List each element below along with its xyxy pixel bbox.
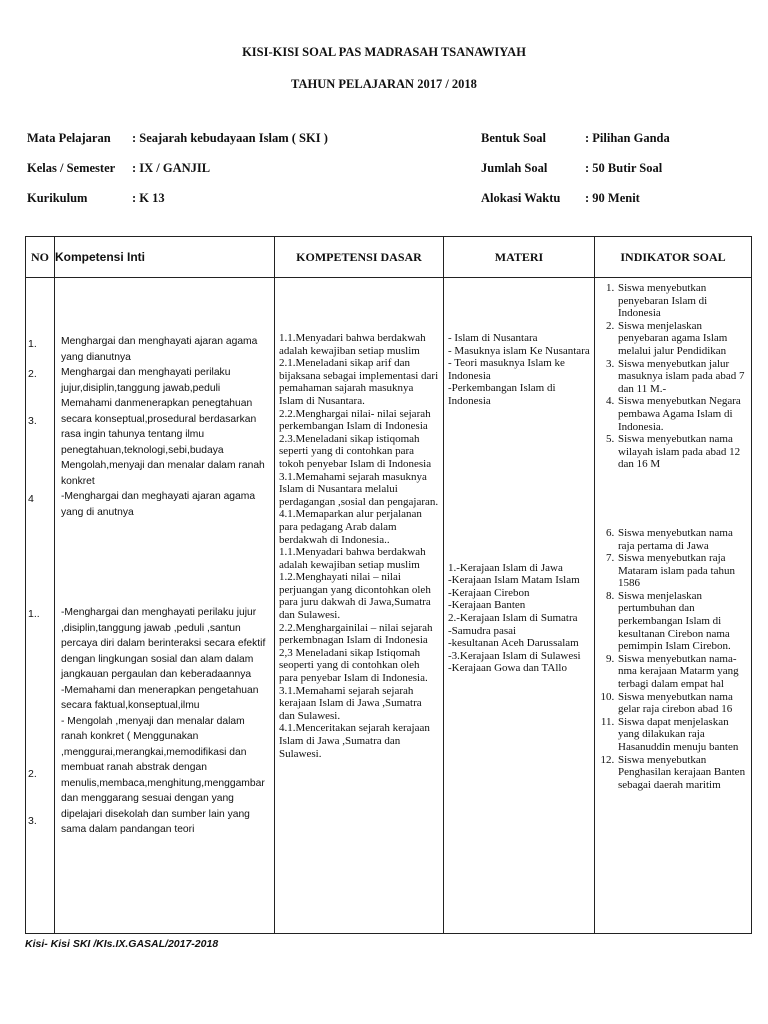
kd-item: 1.1.Menyadari bahwa berdakwah adalah kewajiban setiap muslim: [279, 546, 426, 571]
ki-item: -Menghargai dan meghayati ajaran agama yang di anutnya: [61, 491, 256, 518]
ki-item: -Memahami dan menerapkan pengetahuan secara faktual,konseptual,ilmu: [61, 684, 259, 711]
no-cell: [26, 278, 55, 934]
ki-list: [55, 278, 274, 520]
indikator-soal-cell: [595, 278, 752, 934]
ki-item: Menghargai dan menghayati perilaku jujur,disiplin,tanggung jawab,peduli: [61, 367, 231, 394]
indikator-list: [595, 278, 751, 471]
meta-value-question-type: : Pilihan Ganda: [585, 131, 670, 145]
ki-item: -Menghargai dan menghayati perilaku jujur ,disiplin,tanggung jawab ,peduli ,santun percaya diri dalam berinteraksi secara efektif dengan lingkungan sosial dan alam dalam jangkauan pergaulan dan keberadaannya: [61, 607, 266, 680]
indikator-item: 8. Siswa menjelaskan pertumbuhan dan perkembangan Islam di kesultanan Cirebon nama pemimpin Islam Cirebon.: [617, 590, 747, 653]
kd-item: 2.1.Meneladani sikap arif dan bijaksana sebagai implementasi dari pemahaman sajarah masuknya Islam di Nusantara.: [279, 357, 439, 407]
indikator-item: 4. Siswa menyebutkan Negara pembawa Agama Islam di Indonesia.: [617, 395, 747, 433]
row-number: 2.: [28, 768, 37, 780]
indikator-item: 10. Siswa menyebutkan nama gelar raja cirebon abad 16: [617, 691, 747, 716]
ki-item: Menghargai dan menghayati ajaran agama yang dianutnya: [61, 336, 258, 363]
materi-item: 2.-Kerajaan Islam di Sumatra: [448, 611, 578, 624]
meta-value-question-count: : 50 Butir Soal: [585, 161, 663, 175]
materi-item: -Kerajaan Gowa dan TAllo: [448, 662, 567, 675]
materi-cell: [444, 278, 595, 934]
materi-item: - Islam di Nusantara: [448, 332, 538, 344]
meta-label-curriculum: Kurikulum: [27, 191, 88, 205]
row-number: 1..: [28, 608, 40, 620]
meta-label-question-type: Bentuk Soal: [481, 131, 546, 145]
document-subtitle: TAHUN PELAJARAN 2017 / 2018: [291, 77, 477, 91]
materi-item: -Perkembangan Islam di Indonesia: [448, 382, 556, 407]
meta-label-subject: Mata Pelajaran: [27, 131, 111, 145]
kd-item: 3.1.Memahami sejarah sejarah kerajaan Islam di Jawa ,Sumatra dan Sulawesi.: [279, 684, 422, 722]
table-header-row: [26, 237, 752, 278]
ki-list: [55, 520, 274, 838]
kd-item: 4.1.Memaparkan alur perjalanan para pedagang Arab dalam berdakwah di Indonesia..: [279, 508, 422, 546]
kd-item: 2.2.Menghargainilai – nilai sejarah perkembnagan Islam di Indonesia: [279, 621, 433, 647]
materi-item: -kesultanan Aceh Darussalam: [448, 637, 579, 650]
kd-item: 2.3.Meneladani sikap istiqomah seperti yang di contohkan para tokoh penyebar Islam di Indonesia: [279, 432, 432, 470]
document-title: KISI-KISI SOAL PAS MADRASAH TSANAWIYAH: [242, 45, 526, 59]
indikator-item: 1. Siswa menyebutkan penyebaran Islam di Indonesia: [617, 282, 747, 320]
meta-value-time: : 90 Menit: [585, 191, 640, 205]
header-kompetensi-dasar: KOMPETENSI DASAR: [275, 237, 444, 278]
kisi-kisi-table: [25, 236, 752, 934]
kd-item: 1.1.Menyadari bahwa berdakwah adalah kewajiban setiap muslim: [279, 332, 426, 357]
indikator-item: 12. Siswa menyebutkan Penghasilan kerajaan Banten sebagai daerah maritim: [617, 754, 747, 792]
ki-item: - Mengolah ,menyaji dan menalar dalam ranah konkret ( Menggunakan ,menggurai,merangkai,memodifikasi dan membuat ranah abstrak dengan menulis,membaca,menghitung,menggambar dan menggarang sesuai dengan yang dipelajari disekolah dan sumber lain yang sama dalam pandangan teori: [61, 715, 265, 835]
materi-item: -3.Kerajaan Islam di Sulawesi: [448, 649, 581, 662]
header-no: NO: [26, 237, 55, 278]
meta-label-time: Alokasi Waktu: [481, 191, 561, 205]
row-number: 1.: [28, 338, 37, 350]
indikator-item: 6. Siswa menyebutkan nama raja pertama di Jawa: [617, 527, 747, 552]
row-number: 2.: [28, 368, 37, 380]
page-footer: Kisi- Kisi SKI /KIs.IX.GASAL/2017-2018: [25, 938, 219, 950]
indikator-item: 3. Siswa menyebutkan jalur masuknya islam pada abad 7 dan 11 M.-: [617, 358, 747, 396]
table-row: [26, 278, 752, 934]
kd-item: 2.2.Menghargai nilai- nilai sejarah perkembangan Islam di Indonesia: [279, 407, 431, 433]
kd-item: 3.1.Memahami sejarah masuknya Islam di Nusantara melalui perdagangan ,sosial dan pengajaran.: [279, 470, 439, 508]
materi-item: - Teori masuknya Islam ke Indonesia: [448, 357, 565, 382]
ki-item: Mengolah,menyaji dan menalar dalam ranah konkret: [61, 460, 265, 487]
header-kompetensi-inti: Kompetensi Inti: [55, 237, 275, 278]
meta-value-curriculum: : K 13: [132, 191, 165, 205]
indikator-list: [595, 471, 751, 791]
materi-item: -Samudra pasai: [448, 624, 517, 637]
materi-item: -Kerajaan Cirebon: [448, 586, 530, 599]
kompetensi-inti-cell: [55, 278, 275, 934]
kd-item: 4.1.Menceritakan sejarah kerajaan Islam di Jawa ,Sumatra dan Sulawesi.: [279, 722, 430, 760]
kd-item: 2,3 Meneladani sikap Istiqomah seoperti yang di contohkan oleh para penyebar Islam di Indonesia.: [279, 646, 428, 685]
indikator-item: 7. Siswa menyebutkan raja Mataram islam pada tahun 1586: [617, 552, 747, 590]
materi-item: -Kerajaan Banten: [448, 599, 526, 612]
kompetensi-dasar-cell: [275, 278, 444, 934]
meta-value-subject: : Seajarah kebudayaan Islam ( SKI ): [132, 131, 328, 145]
meta-label-class: Kelas / Semester: [27, 161, 116, 175]
materi-item: 1.-Kerajaan Islam di Jawa: [448, 561, 563, 574]
header-indikator-soal: INDIKATOR SOAL: [595, 237, 752, 278]
ki-item: Memahami danmenerapkan penegtahuan secara konseptual,prosedural berdasarkan rasa ingin tahunya tentang ilmu penegtahuan,teknologi,sebi,budaya: [61, 398, 257, 456]
materi-list: [444, 408, 594, 675]
indikator-item: 5. Siswa menyebutkan nama wilayah islam pada abad 12 dan 16 M: [617, 433, 747, 471]
meta-value-class: : IX / GANJIL: [132, 161, 211, 175]
kd-list: [275, 278, 443, 760]
materi-item: - Masuknya islam Ke Nusantara: [448, 344, 590, 357]
row-number: 3.: [28, 815, 37, 827]
materi-item: -Kerajaan Islam Matam Islam: [448, 574, 580, 587]
row-number: 4: [28, 493, 34, 505]
kd-item: 1.2.Menghayati nilai – nilai perjuangan yang dicontohkan oleh para juru dakwah di Jawa,Sumatra dan Sulawesi.: [279, 571, 431, 622]
row-number: 3.: [28, 415, 37, 427]
indikator-item: 11. Siswa dapat menjelaskan yang dilakukan raja Hasanuddin menuju banten: [617, 716, 747, 754]
header-materi: MATERI: [444, 237, 595, 278]
indikator-item: 2. Siswa menjelaskan penyebaran agama Islam melalui jalur Pendidikan: [617, 320, 747, 358]
indikator-item: 9. Siswa menyebutkan nama-nma kerajaan Matarm yang terbagi dalam empat hal: [617, 653, 747, 691]
meta-label-question-count: Jumlah Soal: [481, 161, 548, 175]
materi-list: [444, 278, 594, 408]
